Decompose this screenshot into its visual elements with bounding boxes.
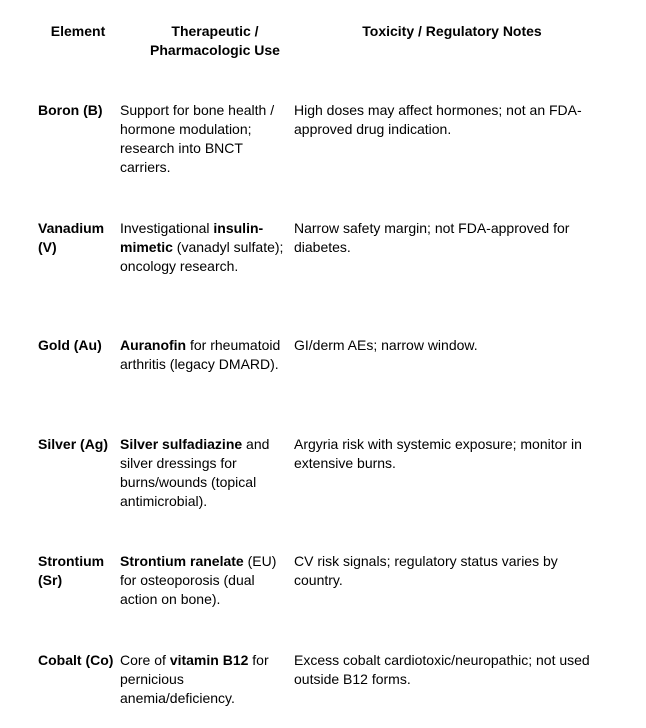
row-use (120, 101, 294, 177)
row-notes: Excess cobalt cardiotoxic/neuropathic; not used outside B12 forms. (294, 652, 590, 687)
table-row (28, 435, 638, 511)
use-text-bold: insulin-mimetic (120, 220, 264, 255)
table-row (28, 651, 638, 708)
use-text: for rheumatoid arthritis (legacy DMARD). (120, 337, 281, 372)
row-notes: Argyria risk with systemic exposure; monitor in extensive burns. (294, 436, 582, 471)
row-element: Vanadium (V) (38, 220, 105, 255)
header-use-line1: Therapeutic / (171, 23, 259, 39)
header-use-line2: Pharmacologic Use (150, 42, 280, 58)
row-element: Silver (Ag) (38, 436, 109, 452)
table-row (28, 336, 638, 374)
row-use (120, 651, 294, 708)
row-use (120, 219, 294, 276)
use-text-bold: vitamin B12 (169, 652, 249, 668)
use-text-bold: Auranofin (120, 337, 187, 353)
row-element: Gold (Au) (38, 337, 102, 353)
use-text: Support for bone health / hormone modulation; research into BNCT carriers. (120, 102, 275, 175)
row-element: Cobalt (Co) (38, 652, 114, 668)
table-row (28, 101, 638, 177)
use-text: and silver dressings for burns/wounds (topical antimicrobial). (120, 436, 270, 509)
row-use (120, 435, 294, 511)
row-notes: High doses may affect hormones; not an FDA-approved drug indication. (294, 102, 582, 137)
header-element: Element (50, 23, 106, 39)
use-text-bold: Silver sulfadiazine (120, 436, 243, 452)
use-text: Core of (120, 652, 170, 668)
use-text-bold: Strontium ranelate (120, 553, 244, 569)
row-element: Boron (B) (38, 102, 103, 118)
row-notes: CV risk signals; regulatory status varies by country. (294, 553, 558, 588)
row-notes: Narrow safety margin; not FDA-approved for diabetes. (294, 220, 570, 255)
use-text: (vanadyl sulfate); oncology research. (120, 239, 284, 274)
header-notes: Toxicity / Regulatory Notes (362, 23, 542, 39)
header-therapeutic-use (128, 22, 302, 84)
row-element: Strontium (Sr) (38, 553, 105, 588)
row-use (120, 336, 294, 374)
use-text: Investigational (120, 220, 214, 236)
table-header (28, 0, 638, 84)
use-text: for pernicious anemia/deficiency. (120, 652, 269, 706)
elements-table (28, 0, 638, 706)
row-notes: GI/derm AEs; narrow window. (294, 337, 478, 353)
use-text: (EU) for osteoporosis (dual action on bone). (120, 553, 277, 607)
table-row (28, 219, 638, 276)
row-use (120, 552, 294, 609)
table-row (28, 552, 638, 609)
